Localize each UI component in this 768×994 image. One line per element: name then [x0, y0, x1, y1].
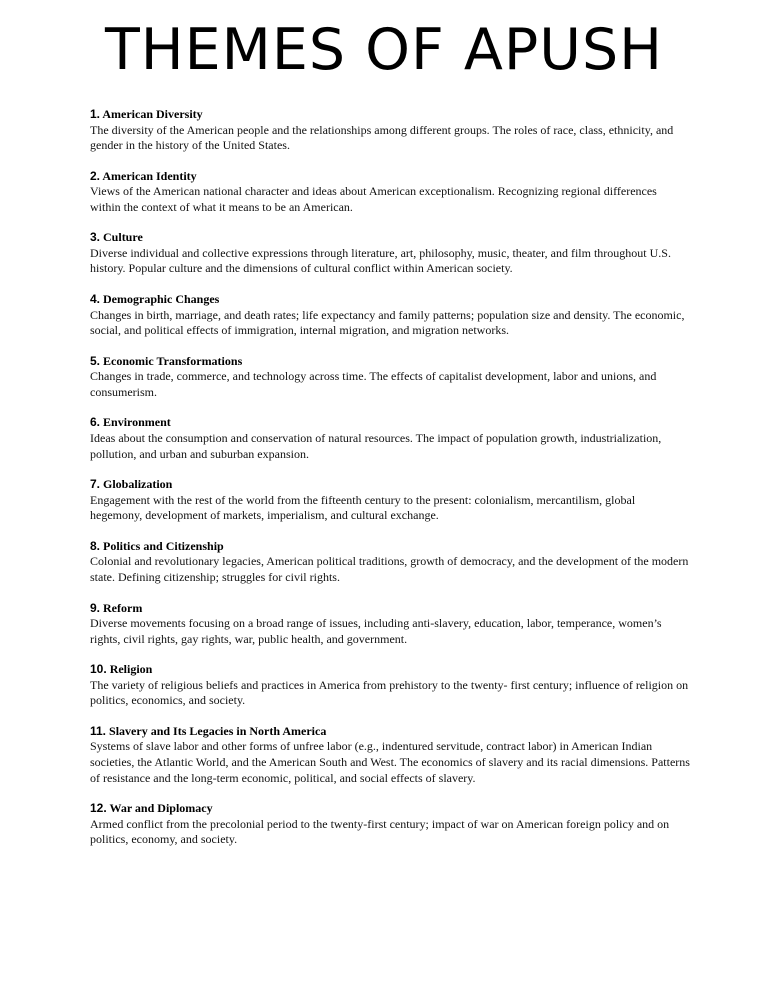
theme-name: War and Diplomacy: [109, 801, 213, 816]
theme-name: Religion: [109, 662, 153, 677]
theme-description: Changes in trade, commerce, and technology across time. The effects of capitalist development, labor and unions, and consumerism.: [90, 369, 657, 399]
theme-heading: [90, 107, 690, 123]
theme-name: Politics and Citizenship: [103, 538, 224, 553]
theme-number: 5.: [90, 353, 101, 368]
theme-item: [90, 477, 690, 524]
theme-description: The diversity of the American people and the relationships among different groups. The roles of race, class, ethnicity, and gender in the history of the United States.: [90, 122, 674, 153]
theme-description: Diverse individual and collective expressions through literature, art, philosophy, music, theater, and film throughout U.S. history. Popular culture and the dimensions of cultural conflict within American society.: [90, 245, 671, 276]
theme-name: Environment: [103, 415, 171, 430]
theme-item: [90, 107, 690, 154]
theme-heading: [90, 354, 690, 370]
theme-item: [90, 354, 690, 401]
theme-heading: [90, 292, 690, 308]
theme-name: Globalization: [103, 477, 173, 492]
theme-heading: [90, 601, 690, 617]
theme-description: Engagement with the rest of the world from the fifteenth century to the present: colonialism, mercantilism, global hegemony, development of markets, imperialism, and cultural exchange.: [90, 492, 636, 523]
theme-number: 11.: [90, 723, 107, 738]
theme-name: Culture: [103, 230, 143, 245]
theme-heading: [90, 169, 690, 185]
theme-description: Diverse movements focusing on a broad range of issues, including anti-slavery, education, labor, temperance, women’s rights, civil rights, gay rights, war, public health, and government.: [90, 616, 662, 646]
theme-number: 6.: [90, 415, 101, 430]
theme-name: American Diversity: [102, 107, 203, 121]
theme-heading: [90, 477, 690, 493]
theme-description: Changes in birth, marriage, and death rates; life expectancy and family patterns; population size and density. The economic, social, and political effects of immigration, internal migration, and migration networks.: [90, 307, 685, 338]
theme-number: 2.: [90, 168, 101, 183]
theme-name: American Identity: [102, 168, 197, 183]
theme-item: [90, 801, 690, 848]
theme-item: [90, 230, 690, 277]
theme-heading: [90, 801, 690, 817]
theme-heading: [90, 539, 690, 555]
theme-number: 1.: [90, 107, 101, 121]
page-title: THEMES OF APUSH: [104, 17, 664, 83]
theme-name: Slavery and Its Legacies in North America: [109, 723, 327, 738]
theme-name: Reform: [103, 600, 143, 615]
theme-heading: [90, 230, 690, 246]
theme-number: 8.: [90, 538, 101, 553]
theme-heading: [90, 724, 690, 740]
theme-heading: [90, 415, 690, 431]
theme-description: Armed conflict from the precolonial period to the twenty-first century; impact of war on American foreign policy and on politics, economy, and society.: [90, 816, 670, 847]
theme-item: [90, 539, 690, 586]
theme-description: Colonial and revolutionary legacies, American political traditions, growth of democracy, and the development of the modern state. Defining citizenship; struggles for civil rights.: [90, 554, 689, 584]
theme-number: 3.: [90, 230, 101, 245]
theme-number: 9.: [90, 600, 101, 615]
theme-item: [90, 601, 690, 648]
theme-description: Systems of slave labor and other forms of unfree labor (e.g., indentured servitude, contract labor) in American Indian societies, the Atlantic World, and the American South and West. The economics of slavery and its racial dimensions. Patterns of resistance and the long-term economic, political, and social effects of slavery.: [90, 739, 690, 785]
theme-name: Economic Transformations: [103, 353, 243, 368]
theme-heading: [90, 662, 690, 678]
theme-item: [90, 724, 690, 786]
theme-description: Views of the American national character and ideas about American exceptionalism. Recognizing regional differences within the context of what it means to be an American.: [90, 184, 657, 214]
theme-item: [90, 662, 690, 709]
theme-description: The variety of religious beliefs and practices in America from prehistory to the twenty- first century; influence of religion on politics, economics, and society.: [90, 677, 689, 708]
themes-list: [90, 107, 690, 863]
theme-description: Ideas about the consumption and conservation of natural resources. The impact of population growth, industrialization, pollution, and urban and suburban expansion.: [90, 430, 662, 461]
theme-number: 12.: [90, 801, 107, 816]
theme-item: [90, 292, 690, 339]
theme-item: [90, 169, 690, 216]
theme-number: 7.: [90, 477, 101, 492]
theme-number: 10.: [90, 662, 107, 677]
theme-item: [90, 415, 690, 462]
theme-number: 4.: [90, 292, 101, 307]
theme-name: Demographic Changes: [103, 292, 220, 307]
